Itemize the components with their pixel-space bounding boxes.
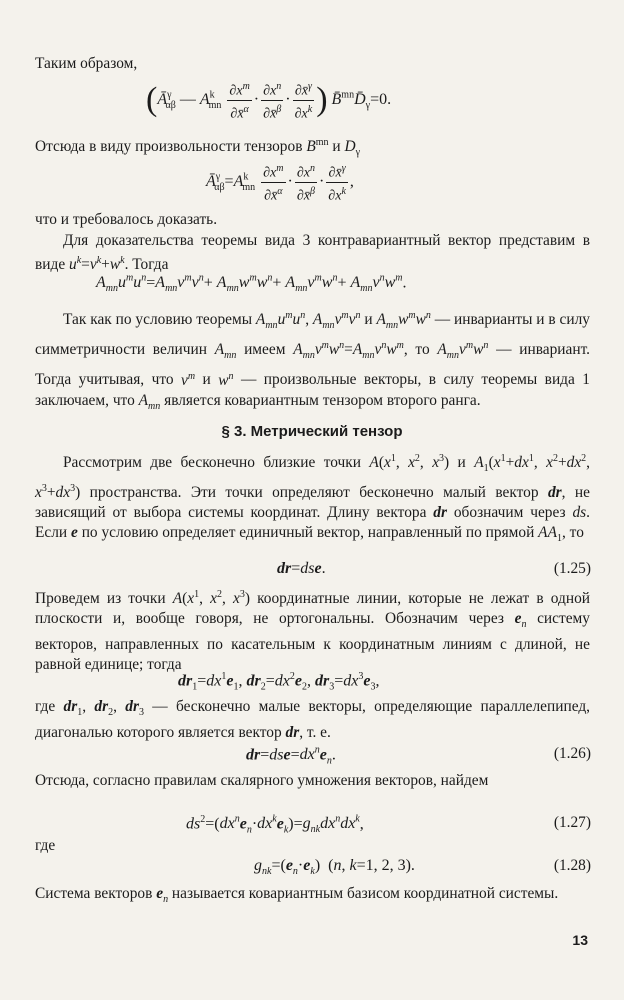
paragraph-thus: Таким образом, — [35, 55, 138, 72]
paragraph-theorem3: Для доказательства теоремы вида 3 контравариантный вектор представим в виде $u^k=v^k+w^k$. Тогда — [35, 232, 590, 274]
section-heading: § 3. Метрический тензор — [221, 423, 403, 440]
equation-third: $A_{mn}u^mu^n=A_{mn}v^mv^n+ A_{mn}w^mw^n+ A_{mn}v^mw^n+ A_{mn}v^nw^m$. — [96, 273, 407, 295]
paragraph-invariants: Так как по условию теоремы $A_{mn}u^mu^n$, $A_{mn}v^mv^n$ и $A_{mn}w^mw^n$ — инварианты и в силу симметричности величин $A_{mn}$ имеем $A_{mn}v^mw^n=A_{mn}v^nw^m$, то $A_{mn}v^mw^n$ — инвариант. Тогда учитывая, что $v^m$ и $w^n$ — произвольные векторы, в силу теоремы вида 1 заключаем, что $A_{mn}$ является ковариантным тензором второго ранга. — [35, 310, 591, 412]
equation-top: ($Ā^\gamma_{\alpha\beta}$ — $A^k_{mn}$ $\frac{\partial x^m}{\partial x̄^\alpha}$ · $\frac{\partial x^n}{\partial x̄^\beta}$ · $\frac{\partial x̄^\gamma}{\partial x^k}$ ) $B̄^{mn}D̄_\gamma=0$. — [146, 78, 391, 122]
t1 — [0, 0, 1, 1]
page-number: 13 — [572, 932, 588, 948]
paragraph-hence: Отсюда в виду произвольности тензоров $B^{mn}$ и $D_\gamma$ — [35, 137, 360, 159]
equation-1-28: $g_{nk}=(e_n\cdot e_k)$ (n, k=1, 2, 3). — [254, 857, 415, 878]
paragraph-scalar-product: Отсюда, согласно правилам скалярного умножения векторов, найдем — [35, 772, 489, 789]
equation-number-1-28: (1.28) — [553, 857, 591, 874]
equation-number-1-27: (1.27) — [553, 814, 591, 831]
paragraph-two-points: Рассмотрим две бесконечно близкие точки $A(x^1$, $x^2$, $x^3$) и $A_1(x^1+dx^1$, $x^2+dx^2$, $x^3+dx^3$) пространства. Эти точки определяют бесконечно малый вектор dr, не зависящий от выбора системы координат. Длину вектора dr обозначим через ds. Если e по условию определяет единичный вектор, направленный по прямой $AA_1$, то — [35, 453, 591, 545]
equation-1-27: $ds^2=(dx^ne_n\cdot dx^ke_k)=g_{nk}dx^ndx^k$, — [186, 814, 364, 836]
equation-number-1-25: (1.25) — [553, 560, 591, 577]
equation-1-25: dr=dse. — [277, 560, 326, 577]
paragraph-parallelepiped: где $dr_1$, $dr_2$, $dr_3$ — бесконечно малые векторы, определяющие параллелепипед, диагональю которого является вектор dr, т. е. — [35, 698, 591, 742]
equation-dr123: $dr_1=dx^1e_1$, $dr_2=dx^2e_2$, $dr_3=dx^3e_3$, — [178, 671, 380, 693]
paragraph-where: где — [35, 837, 56, 854]
paragraph-proved: что и требовалось доказать. — [35, 211, 218, 228]
equation-number-1-26: (1.26) — [553, 745, 591, 762]
equation-1-26: $dr=dse=dx^ne_n$. — [246, 745, 336, 767]
equation-second: $Ā^\gamma_{\alpha\beta}=A^k_{mn}$ $\frac{\partial x^m}{\partial x̄^\alpha}$ · $\frac{\partial x^n}{\partial x̄^\beta}$ · $\frac{\partial x̄^\gamma}{\partial x^k}$ , — [206, 160, 354, 204]
paragraph-coordinate-lines: Проведем из точки $A(x^1$, $x^2$, $x^3$) координатные линии, которые не лежат в одной плоскости и, вообще говоря, не ортогональны. Обозначим через $e_n$ систему векторов, направленных по касательным к координатным линиям с длиной, не равной единице; тогда — [35, 589, 590, 674]
paragraph-covariant-basis: Система векторов $e_n$ называется ковариантным базисом координатной системы. — [35, 885, 559, 906]
